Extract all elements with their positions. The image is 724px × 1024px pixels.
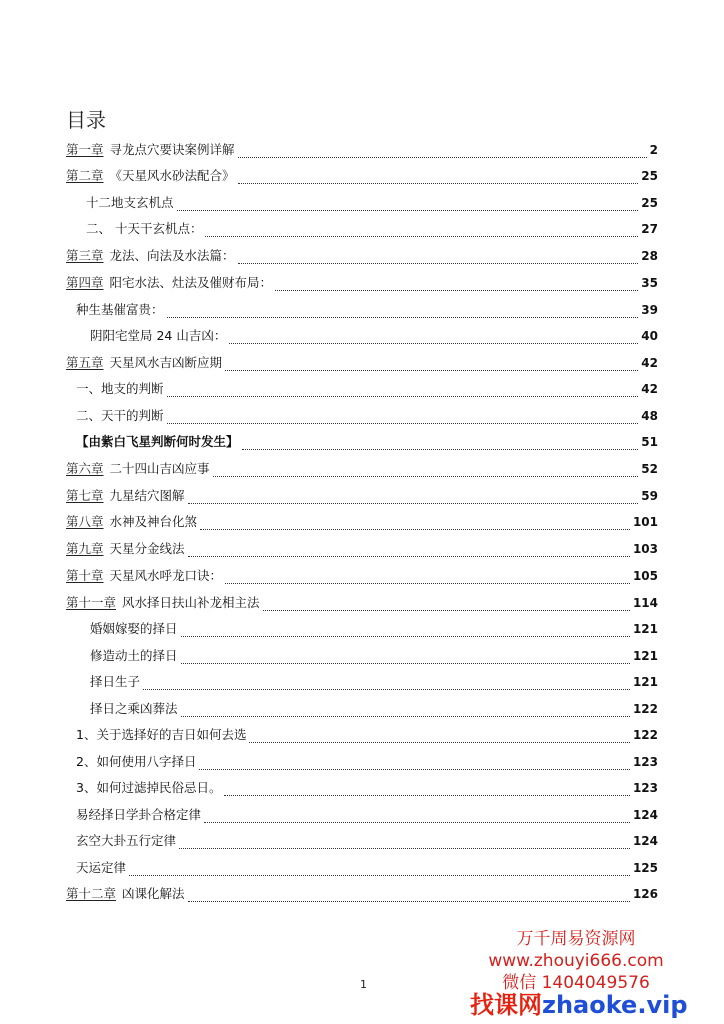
toc-entry[interactable] xyxy=(0,697,724,721)
toc-entry-label xyxy=(76,377,164,401)
toc-leader-dots xyxy=(225,582,630,584)
toc-entry-title: 凶课化解法 xyxy=(122,886,185,901)
toc-entry-label xyxy=(66,484,185,508)
toc-entry[interactable] xyxy=(0,484,724,508)
toc-chapter-number: 第十章 xyxy=(66,568,104,583)
toc-leader-dots xyxy=(188,555,630,557)
toc-entry-label xyxy=(76,298,164,322)
toc-page-number: 35 xyxy=(641,276,658,290)
toc-entry-title: 易经择日学卦合格定律 xyxy=(76,807,202,822)
toc-entry-label xyxy=(66,510,197,534)
toc-page-number: 48 xyxy=(641,409,658,423)
toc-entry-title: 择日生子 xyxy=(90,674,141,689)
toc-page-number: 25 xyxy=(641,196,658,210)
toc-leader-dots xyxy=(213,475,639,477)
toc-leader-dots xyxy=(249,741,629,743)
toc-entry-label xyxy=(66,882,185,906)
toc-entry-label xyxy=(66,564,222,588)
toc-page-number: 114 xyxy=(632,596,658,610)
toc-entry-title: 《天星风水砂法配合》 xyxy=(109,168,235,183)
toc-entry-title: 天星风水吉凶断应期 xyxy=(109,355,223,370)
toc-entry-title: 择日之乘凶葬法 xyxy=(90,701,178,716)
toc-entry[interactable] xyxy=(0,510,724,534)
toc-entry-title: 二、天干的判断 xyxy=(76,408,164,423)
toc-entry-title: 十二地支玄机点 xyxy=(86,195,174,210)
toc-entry[interactable] xyxy=(0,537,724,561)
toc-leader-dots xyxy=(204,821,630,823)
toc-leader-dots xyxy=(181,662,630,664)
toc-page-number: 42 xyxy=(641,382,658,396)
toc-entry-label xyxy=(90,697,178,721)
toc-leader-dots xyxy=(177,209,639,211)
toc-entry-label xyxy=(76,723,246,747)
toc-entry[interactable] xyxy=(0,430,724,454)
toc-entry[interactable] xyxy=(0,670,724,694)
toc-page-number: 125 xyxy=(632,861,658,875)
toc-page-number: 124 xyxy=(632,808,658,822)
toc-entry-label xyxy=(90,670,140,694)
toc-leader-dots xyxy=(224,794,629,796)
toc-entry[interactable] xyxy=(0,271,724,295)
toc-page-number: 121 xyxy=(632,622,658,636)
toc-entry[interactable] xyxy=(0,377,724,401)
toc-entry[interactable] xyxy=(0,244,724,268)
toc-page-number: 123 xyxy=(632,781,658,795)
watermark-line-3: 微信 1404049576 xyxy=(502,973,650,993)
toc-entry[interactable] xyxy=(0,644,724,668)
toc-chapter-number: 第三章 xyxy=(66,248,104,263)
toc-page-number: 101 xyxy=(632,515,658,529)
toc-entry-label xyxy=(76,829,176,853)
toc-page-number: 103 xyxy=(632,542,658,556)
toc-chapter-number: 第五章 xyxy=(66,355,104,370)
toc-entry-label xyxy=(76,750,196,774)
toc-leader-dots xyxy=(143,688,630,690)
toc-leader-dots xyxy=(181,635,630,637)
toc-entry-title: 阴阳宅堂局 24 山吉凶： xyxy=(90,328,227,343)
toc-page-number: 122 xyxy=(632,728,658,742)
toc-entry[interactable] xyxy=(0,324,724,348)
toc-leader-dots xyxy=(275,289,638,291)
toc-entry-label xyxy=(66,271,272,295)
toc-page-number: 126 xyxy=(632,887,658,901)
toc-entry-label xyxy=(90,617,178,641)
toc-leader-dots xyxy=(167,422,639,424)
toc-leader-dots xyxy=(167,316,639,318)
watermark-brand-red: 找课网 xyxy=(470,991,542,1019)
toc-chapter-number: 第十一章 xyxy=(66,595,117,610)
toc-leader-dots xyxy=(263,609,630,611)
toc-entry-title: 二十四山吉凶应事 xyxy=(109,461,210,476)
toc-entry[interactable] xyxy=(0,164,724,188)
toc-chapter-number: 第七章 xyxy=(66,488,104,503)
toc-entry[interactable] xyxy=(0,351,724,375)
toc-entry-label xyxy=(66,457,210,481)
toc-entry-label xyxy=(76,430,239,454)
toc-entry-label xyxy=(76,404,164,428)
toc-chapter-number: 第一章 xyxy=(66,142,104,157)
toc-page-number: 2 xyxy=(649,143,658,157)
toc-leader-dots xyxy=(225,369,638,371)
toc-entry-label xyxy=(66,138,235,162)
toc-page-number: 123 xyxy=(632,755,658,769)
toc-page-number: 39 xyxy=(641,303,658,317)
toc-entry[interactable] xyxy=(0,803,724,827)
toc-chapter-number: 第四章 xyxy=(66,275,104,290)
toc-entry[interactable] xyxy=(0,776,724,800)
toc-chapter-number: 第十二章 xyxy=(66,886,117,901)
toc-page-number: 42 xyxy=(641,356,658,370)
toc-entry-title: 3、如何过滤掉民俗忌日。 xyxy=(76,780,222,795)
toc-page-number: 25 xyxy=(641,169,658,183)
toc-entry[interactable] xyxy=(0,217,724,241)
toc-leader-dots xyxy=(200,528,630,530)
toc-chapter-number: 第九章 xyxy=(66,541,104,556)
toc-entry-label xyxy=(76,856,126,880)
toc-entry-title: 风水择日扶山补龙相主法 xyxy=(122,595,260,610)
toc-entry[interactable] xyxy=(0,138,724,162)
toc-page-number: 124 xyxy=(632,834,658,848)
toc-page-number: 27 xyxy=(641,222,658,236)
toc-entry-title: 婚姻嫁娶的择日 xyxy=(90,621,178,636)
toc-page-number: 28 xyxy=(641,249,658,263)
toc-entry-label xyxy=(66,537,185,561)
toc-entry[interactable] xyxy=(0,298,724,322)
toc-leader-dots xyxy=(167,395,639,397)
toc-leader-dots xyxy=(205,235,638,237)
toc-page-number: 40 xyxy=(641,329,658,343)
toc-leader-dots xyxy=(129,874,630,876)
toc-leader-dots xyxy=(238,262,639,264)
toc-entry-label xyxy=(86,191,174,215)
page-number: 1 xyxy=(360,978,367,991)
toc-entry-title: 修造动土的择日 xyxy=(90,648,178,663)
toc-page-number: 122 xyxy=(632,702,658,716)
toc-entry[interactable] xyxy=(0,191,724,215)
toc-entry-title: 1、关于选择好的吉日如何去选 xyxy=(76,727,247,742)
toc-page-number: 121 xyxy=(632,675,658,689)
toc-leader-dots xyxy=(238,156,647,158)
toc-entry[interactable] xyxy=(0,750,724,774)
toc-entry-title: 二、 十天干玄机点： xyxy=(86,221,203,236)
toc-entry-label xyxy=(90,644,178,668)
toc-page-number: 121 xyxy=(632,649,658,663)
toc-entry-title: 水神及神台化煞 xyxy=(109,514,198,529)
toc-entry-title: 玄空大卦五行定律 xyxy=(76,833,177,848)
toc-entry-title: 九星结穴图解 xyxy=(109,488,185,503)
toc-chapter-number: 第八章 xyxy=(66,514,104,529)
watermark-brand xyxy=(470,985,720,1020)
toc-entry-title: 龙法、向法及水法篇： xyxy=(109,248,235,263)
toc-entry[interactable] xyxy=(0,617,724,641)
toc-entry[interactable] xyxy=(0,457,724,481)
toc-entry-label xyxy=(66,591,260,615)
toc-entry-label xyxy=(66,244,235,268)
toc-page-number: 51 xyxy=(641,435,658,449)
toc-entry-label xyxy=(76,803,201,827)
toc-entry[interactable] xyxy=(0,829,724,853)
toc-entry-label xyxy=(76,776,221,800)
toc-entry-title: 阳宅水法、灶法及催财布局： xyxy=(109,275,273,290)
toc-leader-dots xyxy=(229,342,638,344)
toc-entry[interactable] xyxy=(0,591,724,615)
toc-chapter-number: 第二章 xyxy=(66,168,104,183)
toc-page-number: 59 xyxy=(641,489,658,503)
toc-entry-label xyxy=(90,324,226,348)
toc-leader-dots xyxy=(238,182,639,184)
toc-leader-dots xyxy=(181,715,630,717)
toc-entry-title: 寻龙点穴要诀案例详解 xyxy=(109,142,235,157)
toc-page-number: 52 xyxy=(641,462,658,476)
toc-entry-label xyxy=(86,217,202,241)
watermark-line-2: www.zhouyi666.com xyxy=(488,951,664,971)
toc-entry[interactable] xyxy=(0,723,724,747)
toc-entry-title: 【由紫白飞星判断何时发生】 xyxy=(76,434,239,449)
watermark-line-1: 万千周易资源网 xyxy=(516,929,636,949)
toc-page-number: 105 xyxy=(632,569,658,583)
toc-leader-dots xyxy=(188,502,639,504)
toc-entry[interactable] xyxy=(0,564,724,588)
watermark-brand-blue: zhaoke.vip xyxy=(542,991,688,1019)
toc-entry[interactable] xyxy=(0,856,724,880)
toc-entry-title: 2、如何使用八字择日 xyxy=(76,754,197,769)
toc-leader-dots xyxy=(199,768,629,770)
toc-entry-title: 天运定律 xyxy=(76,860,127,875)
toc-entry-title: 一、地支的判断 xyxy=(76,381,164,396)
toc-chapter-number: 第六章 xyxy=(66,461,104,476)
toc-entry[interactable] xyxy=(0,404,724,428)
toc-leader-dots xyxy=(242,448,639,450)
toc-leader-dots xyxy=(188,900,630,902)
page-title: 目录 xyxy=(66,108,106,132)
toc-entry-label xyxy=(66,351,222,375)
toc-entry-label xyxy=(66,164,235,188)
toc-entry[interactable] xyxy=(0,882,724,906)
toc-leader-dots xyxy=(179,847,630,849)
toc-entry-title: 天星分金线法 xyxy=(109,541,185,556)
toc-entry-title: 种生基催富贵： xyxy=(76,302,164,317)
toc-entry-title: 天星风水呼龙口诀： xyxy=(109,568,223,583)
